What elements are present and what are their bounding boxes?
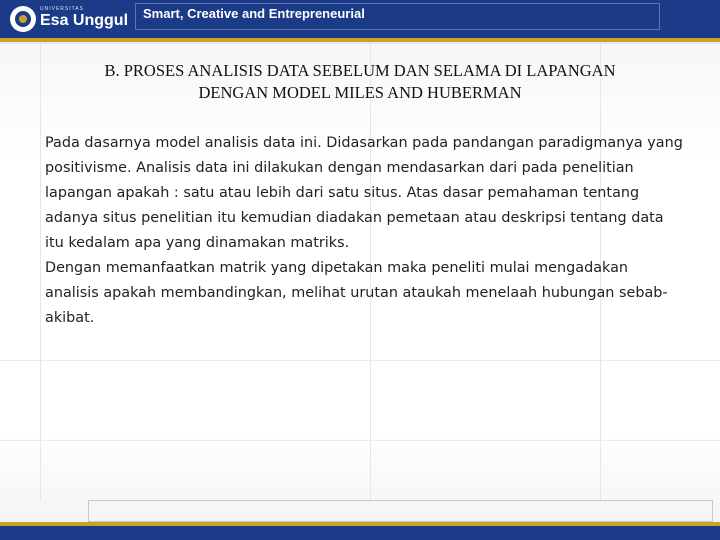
logo-text: Esa Unggul bbox=[40, 12, 129, 29]
slide-title-line1: B. PROSES ANALISIS DATA SEBELUM DAN SELAMA DI LAPANGAN bbox=[104, 61, 616, 80]
tagline: Smart, Creative and Entrepreneurial bbox=[143, 6, 365, 21]
slide-body bbox=[45, 131, 685, 331]
header-divider bbox=[0, 42, 720, 44]
logo-small-text: UNIVERSITAS bbox=[40, 6, 84, 12]
slide-title-line2: DENGAN MODEL MILES AND HUBERMAN bbox=[198, 83, 522, 102]
slide-title bbox=[30, 60, 690, 104]
logo-emblem-icon bbox=[10, 6, 36, 32]
background-line bbox=[0, 440, 720, 441]
university-logo bbox=[10, 4, 129, 34]
background-line bbox=[40, 40, 41, 500]
body-paragraph-2: Dengan memanfaatkan matrik yang dipetakan maka peneliti mulai mengadakan analisis apakah membandingkan, melihat urutan ataukah menelaah hubungan sebab-akibat. bbox=[45, 260, 668, 326]
body-paragraph-1: Pada dasarnya model analisis data ini. Didasarkan pada pandangan paradigmanya yang positivisme. Analisis data ini dilakukan dengan mendasarkan dari pada penelitian lapangan apakah : satu atau lebih dari satu situs. Atas dasar pemahaman tentang adanya situs penelitian itu kemudian diadakan pemetaan atau deskripsi tentang data itu kedalam apa yang dinamakan matriks. bbox=[45, 135, 683, 251]
footer-bar bbox=[0, 526, 720, 540]
logo-emblem-core bbox=[19, 15, 27, 23]
footer-frame bbox=[88, 500, 713, 522]
background-line bbox=[0, 360, 720, 361]
header-bar bbox=[0, 0, 720, 38]
